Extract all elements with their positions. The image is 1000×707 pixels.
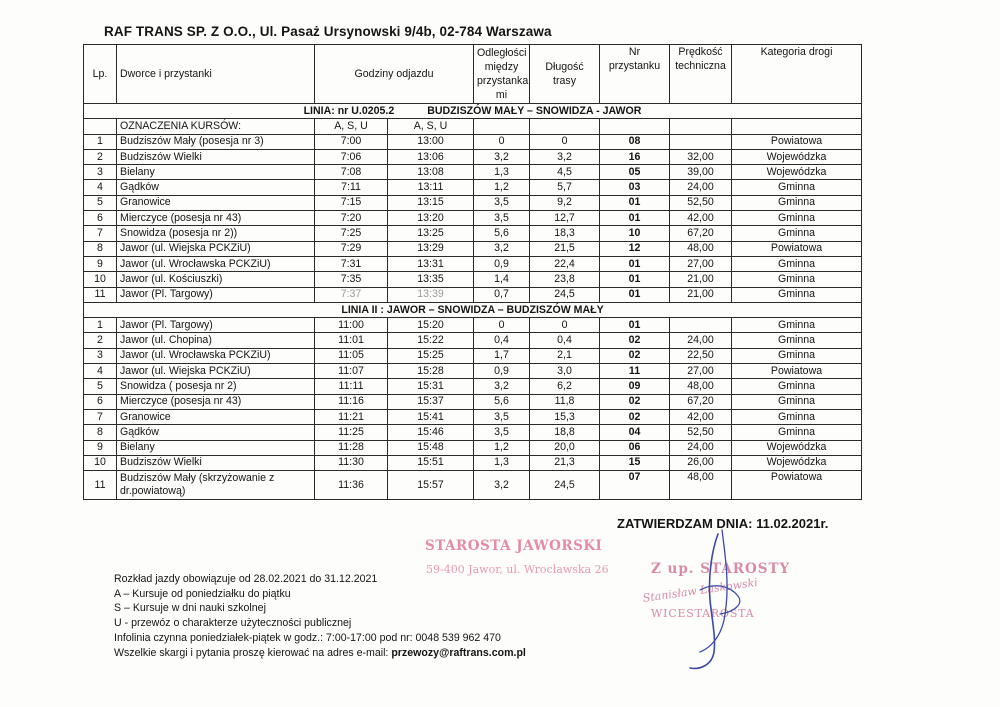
row-stop: Granowice (117, 195, 315, 210)
table-row (84, 226, 862, 241)
row-stop-no: 15 (600, 455, 670, 470)
row-lp: 1 (84, 318, 117, 333)
row-time-2: 15:31 (388, 379, 474, 394)
table-row (84, 149, 862, 164)
table-row (84, 379, 862, 394)
col-stops: Dworce i przystanki (117, 45, 315, 104)
table-row (84, 195, 862, 210)
row-time-2: 15:51 (388, 455, 474, 470)
row-speed: 52,50 (670, 425, 732, 440)
row-stop: Jawor (ul. Kościuszki) (117, 272, 315, 287)
row-stop: Jawor (ul. Wrocławska PCKZiU) (117, 348, 315, 363)
row-time-1: 11:36 (315, 471, 388, 500)
handwritten-signature (660, 520, 780, 680)
row-stop: Budziszów Wielki (117, 455, 315, 470)
row-time-2: 15:37 (388, 394, 474, 409)
row-speed: 27,00 (670, 364, 732, 379)
courses-label: OZNACZENIA KURSÓW: (117, 119, 315, 134)
col-lp: Lp. (84, 45, 117, 104)
row-category: Gminna (732, 195, 862, 210)
row-category: Wojewódzka (732, 455, 862, 470)
row-lp: 7 (84, 409, 117, 424)
row-category: Wojewódzka (732, 165, 862, 180)
table-row (84, 409, 862, 424)
row-lp: 8 (84, 241, 117, 256)
row-speed: 24,00 (670, 333, 732, 348)
row-distance: 3,2 (474, 241, 530, 256)
row-category: Gminna (732, 394, 862, 409)
row-speed: 22,50 (670, 348, 732, 363)
line2-heading (84, 302, 862, 317)
row-time-1: 7:06 (315, 149, 388, 164)
row-lp: 2 (84, 149, 117, 164)
table-row (84, 165, 862, 180)
row-stop-no: 11 (600, 364, 670, 379)
row-speed: 67,20 (670, 394, 732, 409)
col-length: Długość trasy (530, 45, 600, 104)
row-stop: Gądków (117, 180, 315, 195)
row-length: 18,3 (530, 226, 600, 241)
row-stop: Budziszów Wielki (117, 149, 315, 164)
row-stop-no: 01 (600, 272, 670, 287)
row-length: 23,8 (530, 272, 600, 287)
row-category: Gminna (732, 425, 862, 440)
table-row (84, 134, 862, 149)
row-time-1: 11:28 (315, 440, 388, 455)
row-length: 22,4 (530, 256, 600, 271)
row-stop-no: 10 (600, 226, 670, 241)
row-length: 6,2 (530, 379, 600, 394)
row-distance: 3,2 (474, 149, 530, 164)
row-category: Powiatowa (732, 134, 862, 149)
row-category: Gminna (732, 226, 862, 241)
row-length: 9,2 (530, 195, 600, 210)
row-time-1: 7:08 (315, 165, 388, 180)
legend-s: S – Kursuje w dni nauki szkolnej (114, 602, 266, 615)
row-time-1: 11:00 (315, 318, 388, 333)
row-length: 20,0 (530, 440, 600, 455)
row-lp: 5 (84, 195, 117, 210)
row-speed: 48,00 (670, 241, 732, 256)
line1-heading (84, 104, 862, 119)
row-time-2: 13:15 (388, 195, 474, 210)
row-category: Gminna (732, 256, 862, 271)
row-stop: Budziszów Mały (skrzyżowanie z dr.powiatową) (117, 471, 315, 500)
signatory-role-stamp: WICESTAROSTA (651, 607, 755, 620)
row-stop: Granowice (117, 409, 315, 424)
row-stop: Jawor (Pl. Targowy) (117, 287, 315, 302)
row-stop-no: 02 (600, 394, 670, 409)
col-times: Godziny odjazdu (315, 45, 474, 104)
row-time-1: 7:15 (315, 195, 388, 210)
row-time-2: 15:22 (388, 333, 474, 348)
table-row (84, 455, 862, 470)
row-time-1: 7:37 (315, 287, 388, 302)
row-stop-no: 08 (600, 134, 670, 149)
row-speed: 26,00 (670, 455, 732, 470)
legend-a: A – Kursuje od poniedziałku do piątku (114, 587, 291, 600)
row-lp: 7 (84, 226, 117, 241)
table-row (84, 241, 862, 256)
row-speed: 48,00 (670, 471, 732, 500)
row-speed: 67,20 (670, 226, 732, 241)
row-speed (670, 318, 732, 333)
row-stop-no: 01 (600, 211, 670, 226)
row-stop-no: 07 (600, 471, 670, 500)
row-time-2: 15:57 (388, 471, 474, 500)
row-time-2: 15:46 (388, 425, 474, 440)
row-category: Gminna (732, 272, 862, 287)
row-speed: 52,50 (670, 195, 732, 210)
table-row (84, 364, 862, 379)
row-distance: 1,4 (474, 272, 530, 287)
row-time-1: 7:20 (315, 211, 388, 226)
complaints-email[interactable]: przewozy@raftrans.com.pl (391, 646, 526, 659)
row-speed: 24,00 (670, 180, 732, 195)
row-stop: Mierczyce (posesja nr 43) (117, 211, 315, 226)
course-mark: A, S, U (315, 119, 388, 134)
row-length: 12,7 (530, 211, 600, 226)
row-distance: 3,2 (474, 379, 530, 394)
row-time-1: 7:35 (315, 272, 388, 287)
row-stop-no: 16 (600, 149, 670, 164)
table-row (84, 394, 862, 409)
row-stop-no: 01 (600, 256, 670, 271)
row-lp: 6 (84, 394, 117, 409)
course-mark: A, S, U (388, 119, 474, 134)
row-category: Wojewódzka (732, 149, 862, 164)
row-distance: 3,5 (474, 409, 530, 424)
row-speed: 39,00 (670, 165, 732, 180)
row-stop: Snowidza (posesja nr 2)) (117, 226, 315, 241)
row-time-2: 15:25 (388, 348, 474, 363)
row-length: 24,5 (530, 471, 600, 500)
starosta-stamp: STAROSTA JAWORSKI (425, 538, 603, 554)
row-distance: 1,7 (474, 348, 530, 363)
hotline-note: Infolinia czynna poniedziałek-piątek w godz.: 7:00-17:00 pod nr: 0048 539 962 470 (114, 631, 501, 644)
row-speed: 48,00 (670, 379, 732, 394)
row-category: Gminna (732, 348, 862, 363)
row-lp: 4 (84, 180, 117, 195)
row-stop-no: 01 (600, 318, 670, 333)
table-row (84, 256, 862, 271)
row-stop: Budziszów Mały (posesja nr 3) (117, 134, 315, 149)
company-header: RAF TRANS SP. Z O.O., Ul. Pasaż Ursynowski 9/4b, 02-784 Warszawa (104, 24, 552, 39)
courses-row (84, 119, 862, 134)
row-length: 2,1 (530, 348, 600, 363)
row-stop: Gądków (117, 425, 315, 440)
row-stop: Snowidza ( posesja nr 2) (117, 379, 315, 394)
row-length: 0 (530, 318, 600, 333)
row-lp: 3 (84, 165, 117, 180)
row-lp: 11 (84, 471, 117, 500)
row-length: 3,0 (530, 364, 600, 379)
row-category: Wojewódzka (732, 440, 862, 455)
row-stop: Jawor (ul. Wiejska PCKZiU) (117, 241, 315, 256)
complaints-note (114, 646, 526, 661)
row-distance: 0,9 (474, 364, 530, 379)
table-row (84, 318, 862, 333)
line2-id: LINIA II : JAWOR – SNOWIDZA – BUDZISZÓW MAŁY (341, 303, 604, 316)
row-time-1: 11:30 (315, 455, 388, 470)
row-length: 24,5 (530, 287, 600, 302)
table-row (84, 272, 862, 287)
row-distance: 5,6 (474, 394, 530, 409)
row-lp: 1 (84, 134, 117, 149)
row-lp: 8 (84, 425, 117, 440)
row-category: Gminna (732, 287, 862, 302)
row-time-2: 15:41 (388, 409, 474, 424)
starosta-stamp-address: 59-400 Jawor, ul. Wrocławska 26 (426, 563, 609, 576)
row-stop-no: 06 (600, 440, 670, 455)
row-lp: 9 (84, 256, 117, 271)
row-speed: 32,00 (670, 149, 732, 164)
row-stop-no: 09 (600, 379, 670, 394)
row-stop: Bielany (117, 165, 315, 180)
row-lp: 3 (84, 348, 117, 363)
row-stop: Mierczyce (posesja nr 43) (117, 394, 315, 409)
row-time-2: 13:35 (388, 272, 474, 287)
row-time-2: 13:29 (388, 241, 474, 256)
row-time-1: 11:07 (315, 364, 388, 379)
row-category: Gminna (732, 333, 862, 348)
row-stop-no: 03 (600, 180, 670, 195)
row-lp: 4 (84, 364, 117, 379)
table-row (84, 211, 862, 226)
row-length: 21,5 (530, 241, 600, 256)
zup-stamp: Z up. STAROSTY (651, 561, 791, 577)
signatory-name-stamp: Stanisław Laskowski (642, 575, 759, 605)
row-time-1: 11:11 (315, 379, 388, 394)
row-time-1: 7:31 (315, 256, 388, 271)
row-time-2: 13:20 (388, 211, 474, 226)
row-stop-no: 02 (600, 409, 670, 424)
table-row (84, 471, 862, 500)
row-speed: 42,00 (670, 211, 732, 226)
row-lp: 9 (84, 440, 117, 455)
row-category: Powiatowa (732, 471, 862, 500)
row-stop: Bielany (117, 440, 315, 455)
row-category: Gminna (732, 180, 862, 195)
table-row (84, 287, 862, 302)
legend-u: U - przewóz o charakterze użyteczności publicznej (114, 617, 352, 630)
row-speed: 21,00 (670, 287, 732, 302)
row-time-2: 15:28 (388, 364, 474, 379)
col-speed: Prędkość techniczna (670, 45, 732, 104)
header-row (84, 45, 862, 104)
row-time-1: 11:25 (315, 425, 388, 440)
row-time-2: 13:25 (388, 226, 474, 241)
table-row (84, 425, 862, 440)
row-lp: 5 (84, 379, 117, 394)
row-stop: Jawor (ul. Wrocławska PCKZiU) (117, 256, 315, 271)
row-distance: 3,2 (474, 471, 530, 500)
row-category: Gminna (732, 409, 862, 424)
row-time-1: 11:05 (315, 348, 388, 363)
table-row (84, 440, 862, 455)
row-time-2: 13:06 (388, 149, 474, 164)
row-distance: 1,3 (474, 165, 530, 180)
row-length: 4,5 (530, 165, 600, 180)
row-time-2: 15:48 (388, 440, 474, 455)
row-lp: 6 (84, 211, 117, 226)
line1-id: LINIA: nr U.0205.2 (303, 104, 395, 117)
row-length: 15,3 (530, 409, 600, 424)
row-category: Gminna (732, 211, 862, 226)
row-time-1: 7:25 (315, 226, 388, 241)
row-speed: 21,00 (670, 272, 732, 287)
row-time-1: 7:00 (315, 134, 388, 149)
row-stop-no: 04 (600, 425, 670, 440)
row-length: 11,8 (530, 394, 600, 409)
row-distance: 3,5 (474, 195, 530, 210)
row-category: Powiatowa (732, 241, 862, 256)
col-category: Kategoria drogi (732, 45, 862, 104)
table-row (84, 180, 862, 195)
table-row (84, 333, 862, 348)
row-time-1: 11:21 (315, 409, 388, 424)
row-lp: 10 (84, 455, 117, 470)
row-distance: 0 (474, 134, 530, 149)
row-time-1: 7:29 (315, 241, 388, 256)
row-time-2: 13:39 (388, 287, 474, 302)
row-time-2: 13:11 (388, 180, 474, 195)
row-lp: 2 (84, 333, 117, 348)
row-speed: 42,00 (670, 409, 732, 424)
row-time-2: 15:20 (388, 318, 474, 333)
row-lp: 11 (84, 287, 117, 302)
row-time-1: 11:16 (315, 394, 388, 409)
row-stop-no: 12 (600, 241, 670, 256)
row-distance: 0 (474, 318, 530, 333)
table-row (84, 348, 862, 363)
row-length: 3,2 (530, 149, 600, 164)
notes-block (114, 572, 526, 660)
row-stop: Jawor (ul. Wiejska PCKZiU) (117, 364, 315, 379)
row-stop-no: 02 (600, 333, 670, 348)
timetable (83, 44, 862, 500)
row-length: 0 (530, 134, 600, 149)
row-stop: Jawor (Pl. Targowy) (117, 318, 315, 333)
row-lp: 10 (84, 272, 117, 287)
row-distance: 3,5 (474, 425, 530, 440)
row-distance: 1,3 (474, 455, 530, 470)
row-length: 0,4 (530, 333, 600, 348)
row-stop: Jawor (ul. Chopina) (117, 333, 315, 348)
row-distance: 0,9 (474, 256, 530, 271)
row-distance: 1,2 (474, 440, 530, 455)
row-distance: 0,7 (474, 287, 530, 302)
row-category: Powiatowa (732, 364, 862, 379)
row-time-1: 11:01 (315, 333, 388, 348)
col-stop-no: Nr przystanku (600, 45, 670, 104)
col-distance: Odległości między przystanka mi (474, 45, 530, 104)
row-stop-no: 05 (600, 165, 670, 180)
row-length: 18,8 (530, 425, 600, 440)
row-speed (670, 134, 732, 149)
row-time-1: 7:11 (315, 180, 388, 195)
row-stop-no: 01 (600, 287, 670, 302)
row-distance: 5,6 (474, 226, 530, 241)
validity-note: Rozkład jazdy obowiązuje od 28.02.2021 do 31.12.2021 (114, 573, 378, 585)
row-stop-no: 02 (600, 348, 670, 363)
row-stop-no: 01 (600, 195, 670, 210)
row-speed: 24,00 (670, 440, 732, 455)
row-category: Gminna (732, 318, 862, 333)
row-length: 5,7 (530, 180, 600, 195)
row-length: 21,3 (530, 455, 600, 470)
row-category: Gminna (732, 379, 862, 394)
row-speed: 27,00 (670, 256, 732, 271)
complaints-text: Wszelkie skargi i pytania proszę kierować na adres e-mail: (114, 646, 389, 659)
row-distance: 0,4 (474, 333, 530, 348)
row-distance: 3,5 (474, 211, 530, 226)
row-time-2: 13:31 (388, 256, 474, 271)
row-time-2: 13:00 (388, 134, 474, 149)
row-time-2: 13:08 (388, 165, 474, 180)
approval-text: ZATWIERDZAM DNIA: 11.02.2021r. (617, 516, 829, 531)
row-distance: 1,2 (474, 180, 530, 195)
line1-name: BUDZISZÓW MAŁY – SNOWIDZA - JAWOR (427, 104, 642, 117)
